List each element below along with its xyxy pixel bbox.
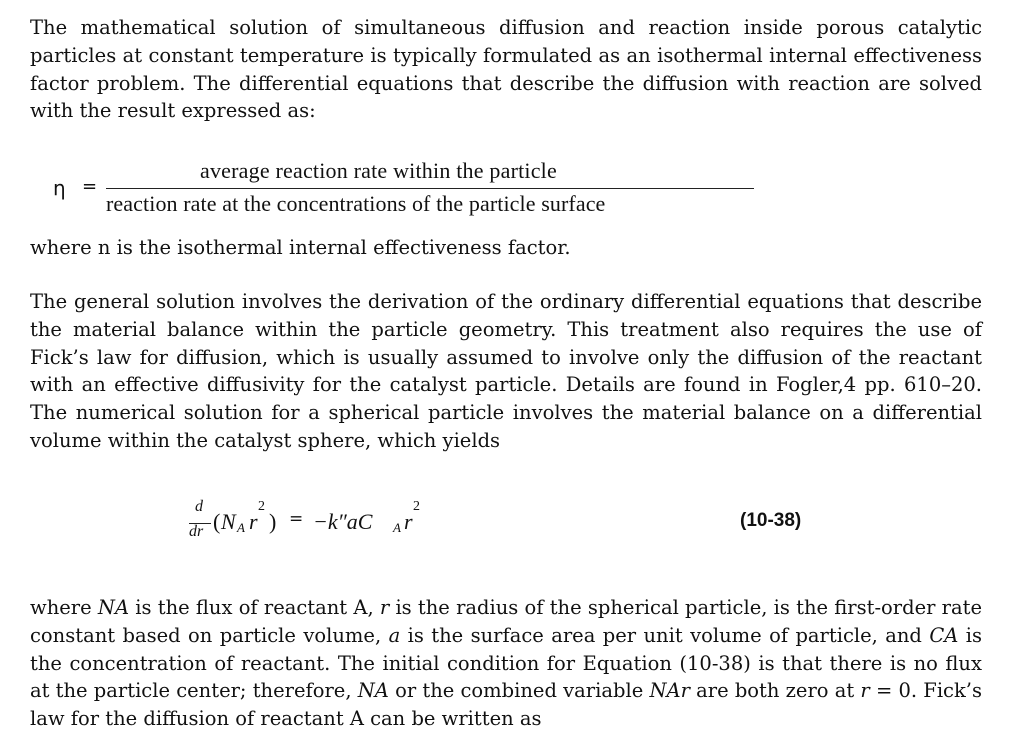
- text-run: where: [30, 596, 98, 619]
- variable-a: a: [388, 623, 401, 647]
- fraction-numerator: average reaction rate within the particle: [200, 158, 557, 183]
- equation-number: (10-38): [740, 510, 802, 531]
- equals-sign: =: [82, 176, 98, 197]
- variable-NAr: NAr: [649, 679, 690, 703]
- flux-subscript-A: A: [237, 520, 245, 535]
- equals-sign-2: =: [289, 509, 304, 529]
- text-run: is the flux of reactant A,: [129, 596, 380, 619]
- text-run: = 0. Fick’s law for the diffusion of reactant A can be written as: [30, 679, 983, 731]
- text-run: are both zero at: [689, 679, 861, 703]
- variable-NA: NA: [97, 596, 130, 619]
- text-run: is the surface area per unit volume of particle, and: [400, 623, 930, 647]
- material-balance-equation: [185, 498, 485, 558]
- text-run: or the combined variable: [388, 679, 650, 703]
- variable-NA: NA: [357, 679, 389, 703]
- superscript-2: 2: [258, 499, 265, 514]
- general-solution-paragraph: The general solution involves the derivation of the ordinary differential equations that describe the material balance within the particle geometry. This treatment also requires the use of Fick’s law for diffusion, which is usually assumed to involve only the diffusion of the reactant with an effective diffusivity for the catalyst particle. Details are found in Fogler,4 pp. 610–20. The numerical solution for a spherical particle involves the material balance on a differential volume within the catalyst sphere, which yields: [30, 290, 982, 452]
- text-run: is the radius of the spherical particle, is the first-order rate constant based on particle volume,: [30, 596, 983, 647]
- variable-r: r: [379, 596, 390, 619]
- variables-paragraph: [30, 594, 982, 733]
- rhs-radius-r: r: [404, 509, 413, 534]
- left-paren: (: [213, 509, 221, 534]
- rhs-subscript-A: A: [393, 520, 401, 535]
- radius-r: r: [249, 509, 258, 534]
- text-run: is the concentration of reactant. The initial condition for Equation (10-38) is that there is no flux at the particle center; therefore,: [30, 623, 982, 703]
- variable-CA: CA: [929, 623, 959, 647]
- rhs-expression: −k″aC: [313, 509, 373, 534]
- right-paren: ): [269, 509, 277, 534]
- fraction-denominator: reaction rate at the concentrations of the particle surface: [106, 191, 606, 216]
- rhs-superscript-2: 2: [413, 499, 420, 514]
- fraction-bar: [106, 188, 754, 189]
- intro-paragraph: The mathematical solution of simultaneous diffusion and reaction inside porous catalytic particles at constant temperature is typically formulated as an isothermal internal effectiveness factor problem. The differential equations that describe the diffusion with reaction are solved with the result expressed as:: [30, 16, 982, 123]
- derivative-d: d: [195, 498, 203, 515]
- eta-definition-paragraph: where n is the isothermal internal effectiveness factor.: [30, 236, 571, 259]
- effectiveness-factor-equation: [30, 158, 790, 218]
- flux-N: N: [221, 509, 236, 534]
- derivative-dr: dr: [189, 523, 204, 540]
- variable-r: r: [860, 679, 870, 703]
- eta-symbol: η: [53, 176, 66, 200]
